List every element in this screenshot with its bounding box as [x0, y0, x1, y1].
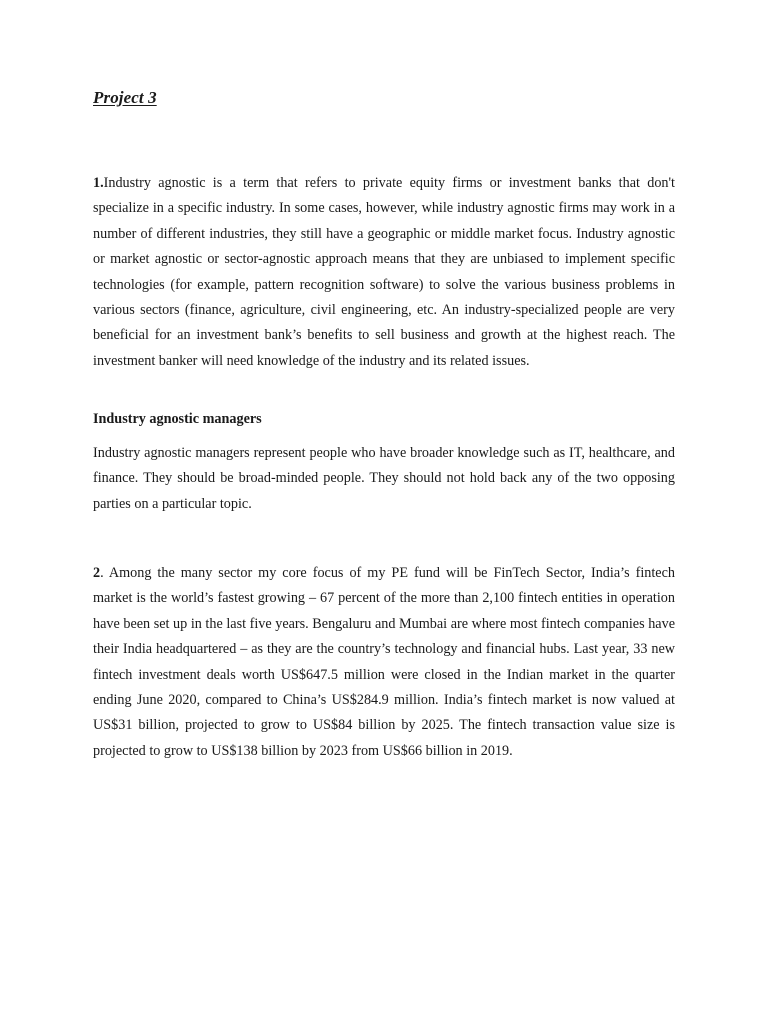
document-title: Project 3: [93, 88, 157, 107]
section-1-number: 1.: [93, 175, 104, 191]
managers-paragraph: Industry agnostic managers represent people who have broader knowledge such as IT, healthcare, and finance. They should be broad-minded people. They should not hold back any of the two opposing parties on a particular topic.: [93, 445, 675, 512]
section-1-text: Industry agnostic is a term that refers to private equity firms or investment banks that don't specialize in a specific industry. In some cases, however, while industry agnostic firms may work in a number of different industries, they still have a geographic or middle market focus. Industry agnostic or market agnostic or sector-agnostic approach means that they are unbiased to implement specific technologies (for example, pattern recognition software) to solve the various business problems in various sectors (finance, agriculture, civil engineering, etc. An industry-specialized people are very beneficial for an investment bank’s benefits to sell business and growth at the highest reach. The investment banker will need knowledge of the industry and its related issues.: [93, 175, 675, 369]
section-1-paragraph: [93, 171, 675, 374]
section-2-paragraph: [93, 561, 675, 764]
industry-agnostic-managers-heading: Industry agnostic managers: [93, 411, 262, 427]
section-2-text: . Among the many sector my core focus of my PE fund will be FinTech Sector, India’s fintech market is the world’s fastest growing – 67 percent of the more than 2,100 fintech entities in operation have been set up in the last five years. Bengaluru and Mumbai are where most fintech companies have their India headquartered – as they are the country’s technology and financial hubs. Last year, 33 new fintech investment deals worth US$647.5 million were closed in the Indian market in the quarter ending June 2020, compared to China’s US$284.9 million. India’s fintech market is now valued at US$31 billion, projected to grow to US$84 billion by 2025. The fintech transaction value size is projected to grow to US$138 billion by 2023 from US$66 billion in 2019.: [93, 565, 675, 759]
section-2-number: 2: [93, 565, 101, 581]
